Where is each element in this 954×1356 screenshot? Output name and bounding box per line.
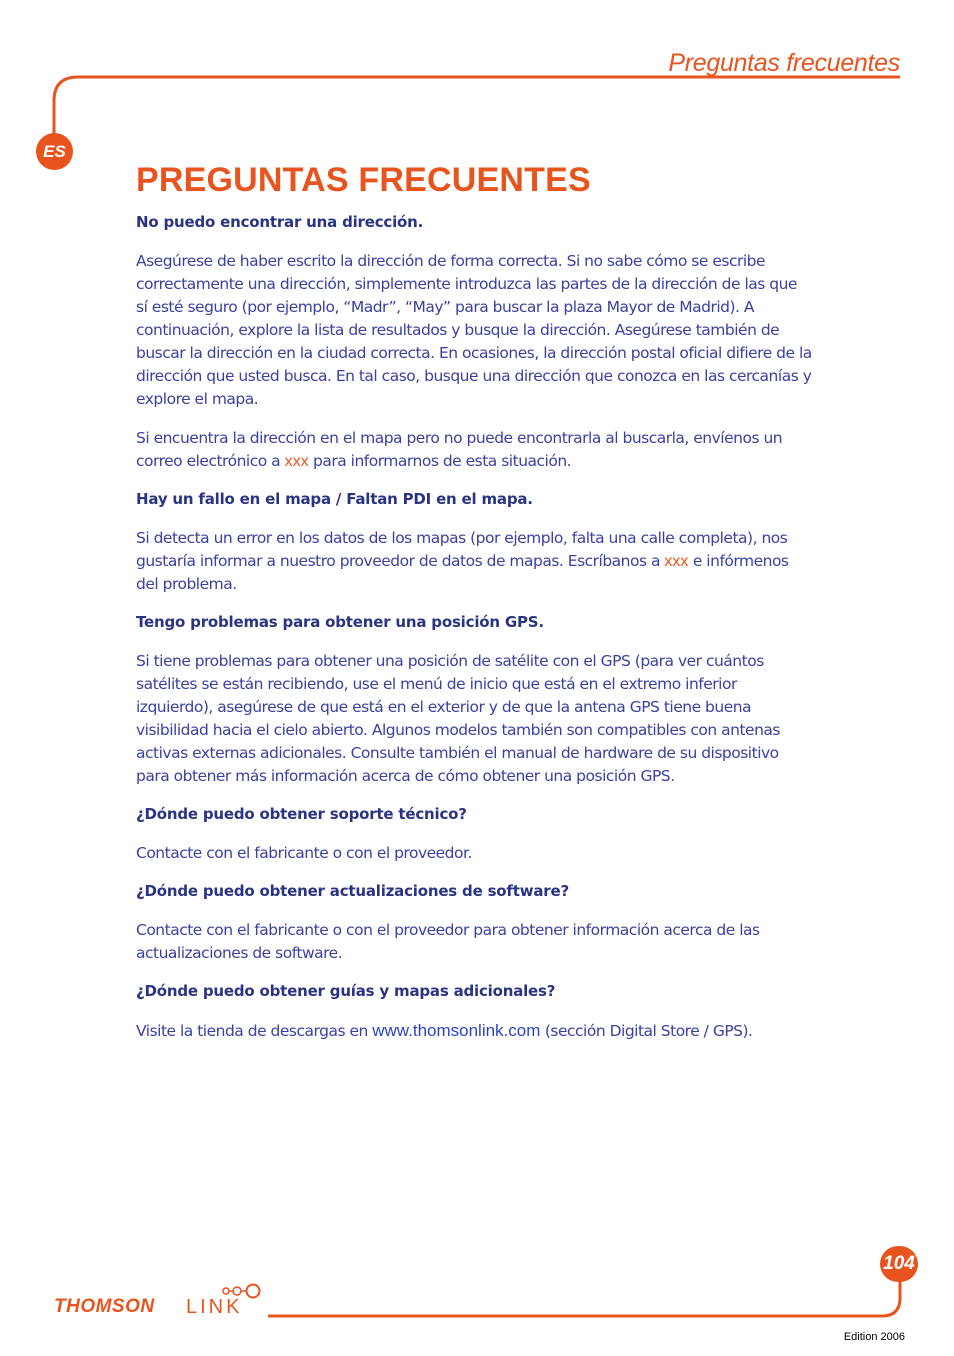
answer-text: e infórmenos del problema.: [136, 552, 789, 593]
running-header-title: Preguntas frecuentes: [668, 49, 900, 77]
faq-content: [136, 212, 812, 1059]
answer-text: para informarnos de esta situación.: [308, 452, 572, 470]
page-number-badge: 104: [880, 1246, 918, 1282]
faq-answer: [136, 1019, 812, 1043]
faq-answer: [136, 527, 812, 596]
faq-answer: [136, 427, 812, 473]
answer-text: Si detecta un error en los datos de los mapas (por ejemplo, falta una calle completa), nos gustaría informar a nuestro proveedor de datos de mapas. Escríbanos a: [136, 529, 788, 570]
logo-link-icon: [222, 1282, 264, 1300]
website-link[interactable]: www.thomsonlink.com: [372, 1021, 541, 1040]
faq-question: ¿Dónde puedo obtener soporte técnico?: [136, 805, 467, 823]
faq-answer: Contacte con el fabricante o con el proveedor para obtener información acerca de las actualizaciones de software.: [136, 921, 760, 962]
logo-thomson-text: THOMSON: [54, 1296, 155, 1317]
faq-answer: Contacte con el fabricante o con el proveedor.: [136, 844, 472, 862]
faq-question: ¿Dónde puedo obtener guías y mapas adicionales?: [136, 982, 556, 1000]
faq-question: Tengo problemas para obtener una posición GPS.: [136, 613, 544, 631]
answer-text: (sección Digital Store / GPS).: [540, 1022, 753, 1040]
email-link[interactable]: xxx: [664, 553, 689, 570]
answer-text: Si encuentra la dirección en el mapa pero no puede encontrarla al buscarla, envíenos un correo electrónico a: [136, 429, 783, 470]
logo-link-text: LINK: [186, 1296, 243, 1318]
page-title: PREGUNTAS FRECUENTES: [136, 161, 591, 199]
faq-answer: Asegúrese de haber escrito la dirección de forma correcta. Si no sabe cómo se escribe correctamente una dirección, simplemente introduzca las partes de la dirección de las que sí esté seguro (por ejemplo, “Madr”, “May” para buscar la plaza Mayor de Madrid). A continuación, explore la lista de resultados y busque la dirección. Asegúrese también de buscar la dirección en la ciudad correcta. En ocasiones, la dirección postal oficial difiere de la dirección que usted busca. En tal caso, busque una dirección que conozca en las cercanías y explore el mapa.: [136, 252, 812, 408]
edition-label: Edition 2006: [843, 1331, 905, 1343]
email-link[interactable]: xxx: [284, 453, 309, 470]
faq-question: ¿Dónde puedo obtener actualizaciones de software?: [136, 882, 569, 900]
faq-answer: Si tiene problemas para obtener una posición de satélite con el GPS (para ver cuántos satélites se están recibiendo, use el menú de inicio que está en el extremo inferior izquierdo), asegúrese de que está en el exterior y de que la antena GPS tiene buena visibilidad hacia el cielo abierto. Algunos modelos también son compatibles con antenas activas externas adicionales. Consulte también el manual de hardware de su dispositivo para obtener más información acerca de cómo obtener una posición GPS.: [136, 652, 780, 785]
faq-question: Hay un fallo en el mapa / Faltan PDI en el mapa.: [136, 490, 533, 508]
language-badge: ES: [36, 133, 73, 170]
answer-text: Visite la tienda de descargas en: [136, 1022, 373, 1040]
faq-question: No puedo encontrar una dirección.: [136, 213, 424, 231]
